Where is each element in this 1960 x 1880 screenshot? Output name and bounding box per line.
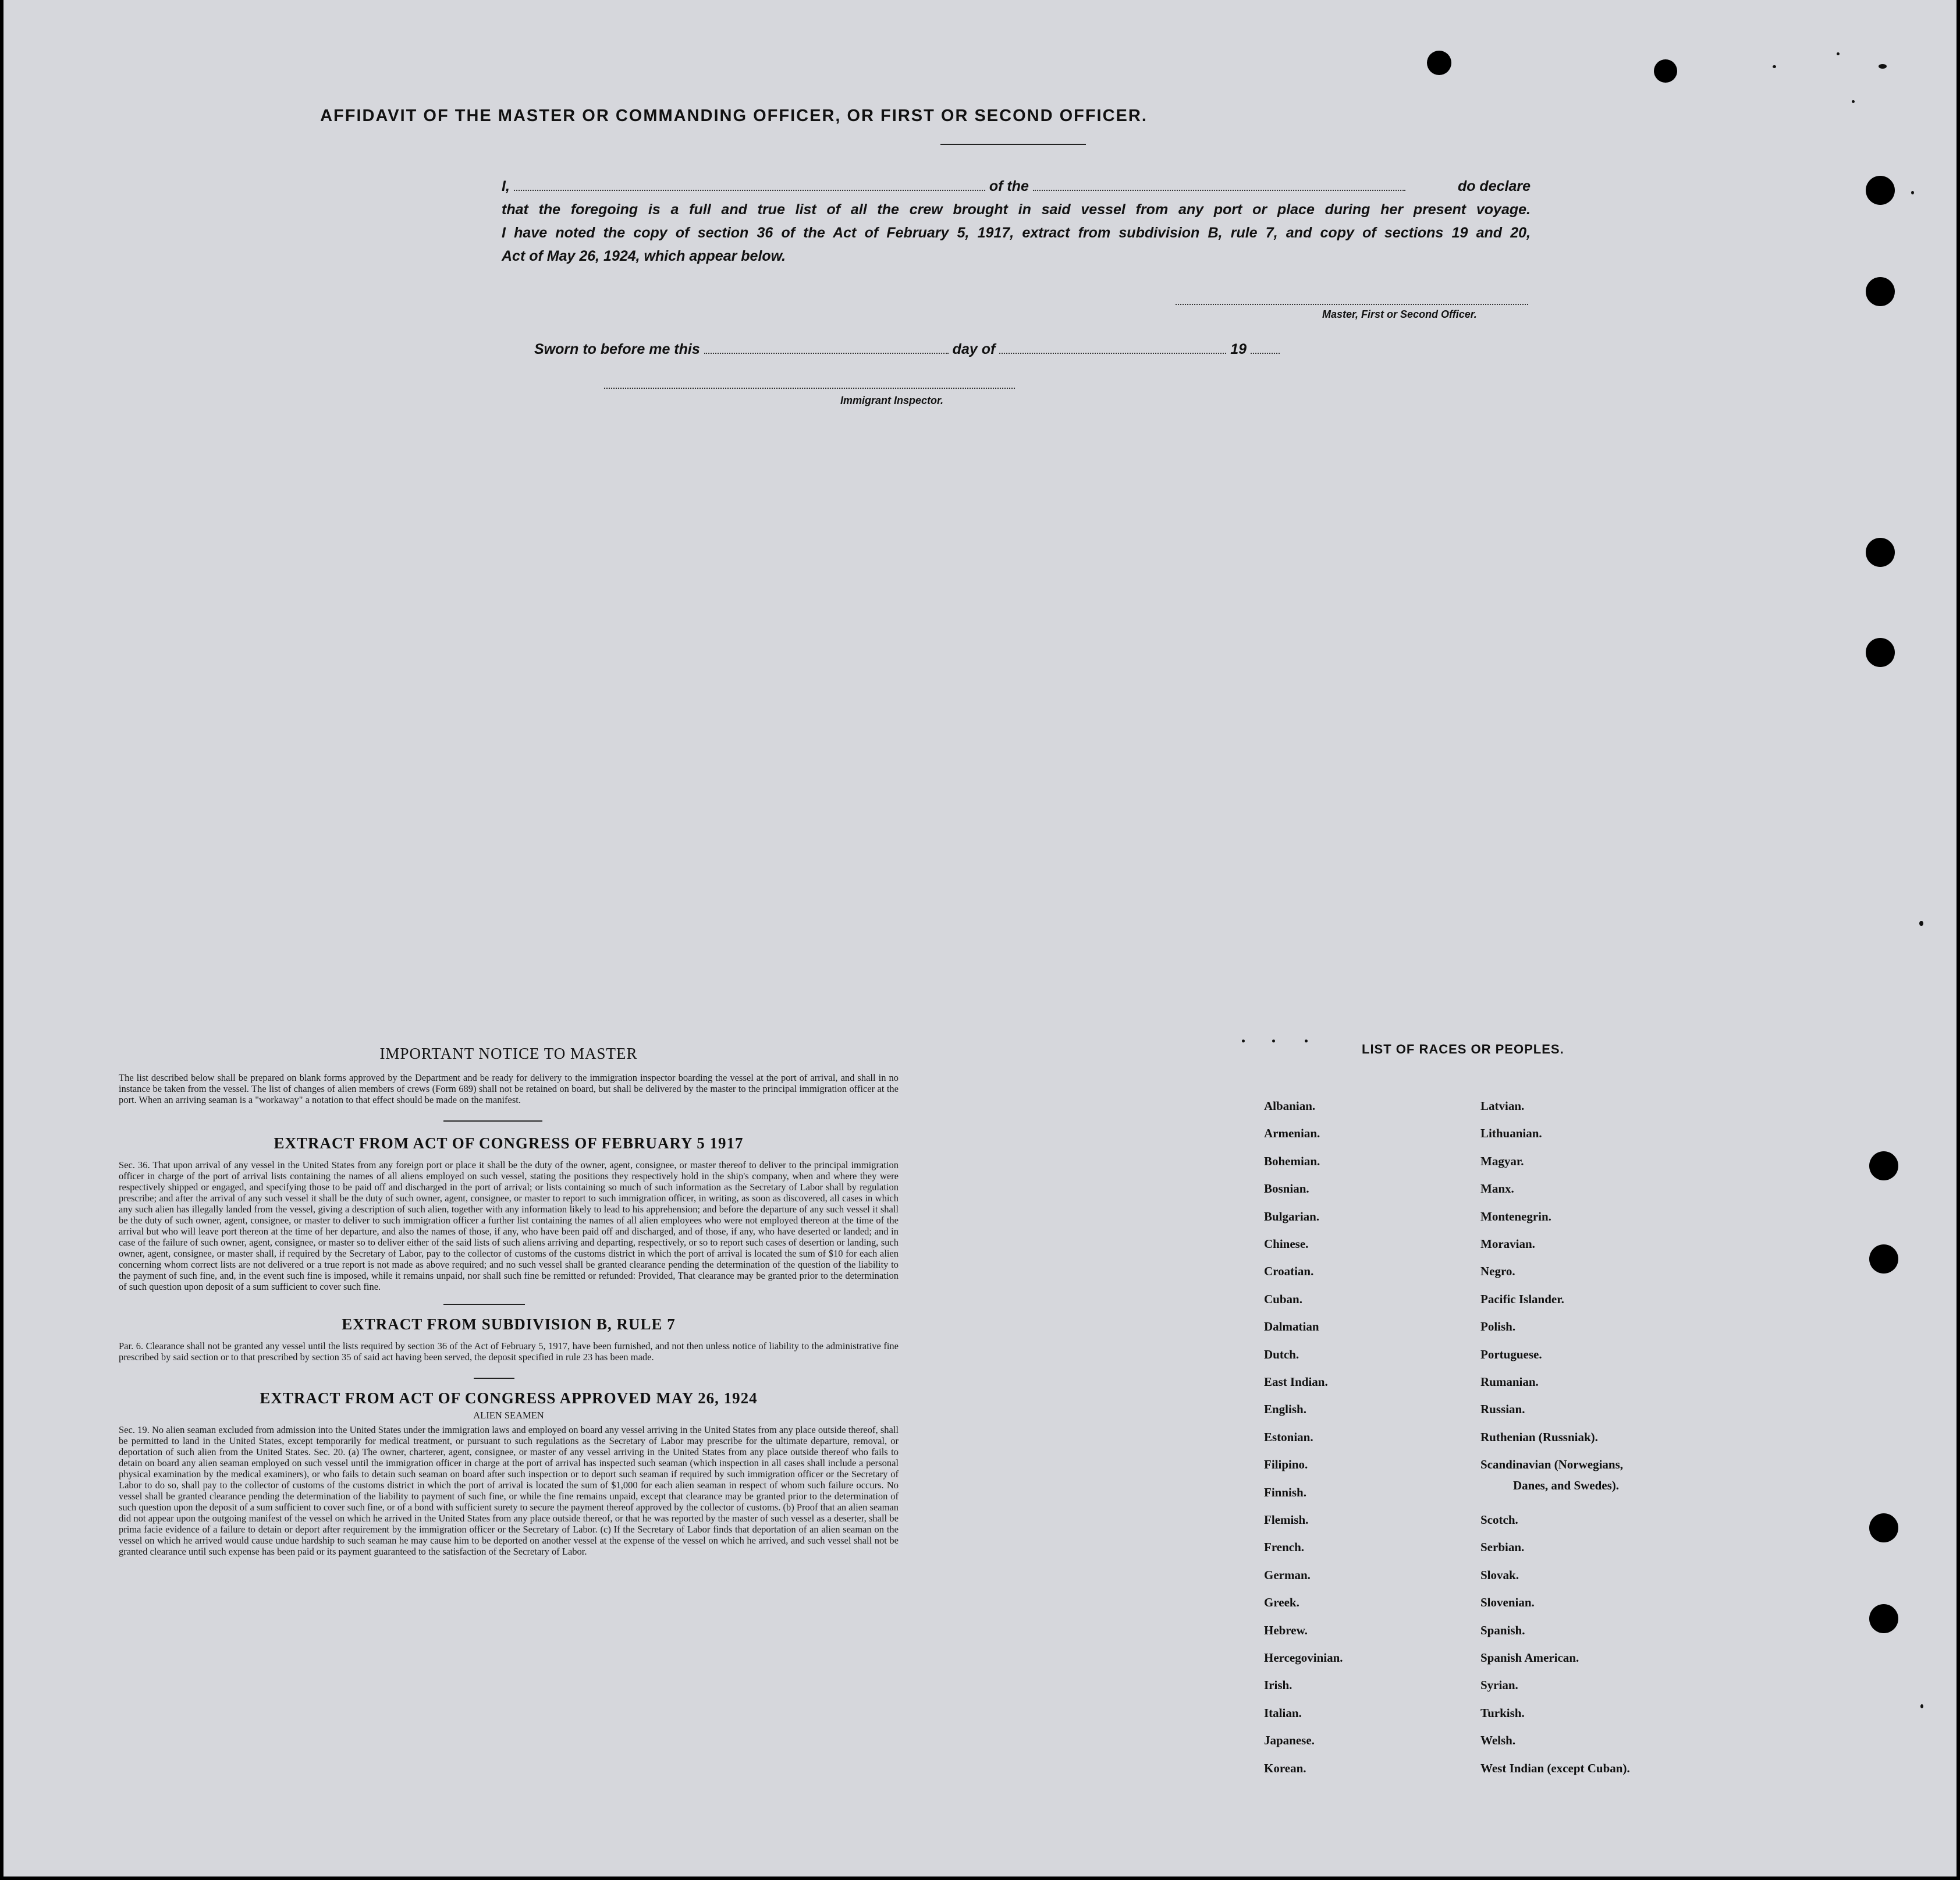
speck	[1837, 52, 1840, 55]
race-item-left: French.	[1264, 1540, 1305, 1555]
speck	[1852, 100, 1855, 103]
extract2-title: EXTRACT FROM SUBDIVISION B, RULE 7	[342, 1315, 676, 1333]
race-item-left: Italian.	[1264, 1705, 1302, 1720]
do-declare-label: do declare	[1457, 178, 1531, 194]
punch-hole-3	[1866, 176, 1895, 205]
race-item-right: Spanish.	[1480, 1623, 1525, 1637]
sworn-line	[534, 338, 1349, 361]
speck	[1305, 1040, 1308, 1042]
year-label: 19	[1230, 341, 1247, 357]
race-item-right: Negro.	[1480, 1264, 1515, 1279]
race-item-right: Latvian.	[1480, 1099, 1525, 1113]
race-item-right: Welsh.	[1480, 1733, 1516, 1748]
extract3-subtitle: ALIEN SEAMEN	[473, 1410, 544, 1421]
rule-3	[474, 1378, 514, 1379]
speck	[1242, 1040, 1245, 1042]
declaration-line-1	[502, 175, 1531, 198]
race-item-left: Filipino.	[1264, 1457, 1308, 1472]
extract1-body: Sec. 36. That upon arrival of any vessel in the United States from any foreign port or place it shall be the duty of the owner, agent, consignee, or master thereof to deliver to the principal immigration officer in charge of the port of arrival lists containing the names of all aliens employed on such vessel, stating the positions they respectively hold in the ship's company, when and where they were respectively shipped or engaged, and specifying those to be paid off and discharged in the port of arrival; or lists containing so much of such information as the Secretary of Labor shall by regulation prescribe; and after the arrival of any such vessel it shall be the duty of such owner, agent, consignee, or master to report to such immigration officer, in writing, as soon as discovered, all cases in which any such alien has illegally landed from the vessel, giving a description of such alien, together with any information likely to lead to his apprehension; and before the departure of any such vessel it shall be the duty of such owner, agent, consignee, or master to deliver to such immigration officer a further list containing the names of all alien employees who were not employed thereon at the time of the arrival but who will leave port thereon at the time of her departure, and also the names of those, if any, who have been paid off and discharged, and of those, if any, who have deserted or landed; and in case of the failure of such owner, agent, consignee, or master so to deliver either of the said lists of such aliens arriving and departing, respectively, or so to report such cases of desertion or landing, such owner, agent, consignee, or master shall, if required by the Secretary of Labor, pay to the collector of customs of the customs district in which the port of arrival is located the sum of $10 for each alien concerning whom correct lists are not delivered or a true report is not made as above required; and no such vessel shall be granted clearance pending the determination of the question of the liability to the payment of such fine, and, in the event such fine is imposed, while it remains unpaid, nor shall such fine be remitted or refunded: Provided, That clearance may be granted prior to the determination of such question upon deposit of a sum sufficient to cover such fine.	[119, 1159, 899, 1292]
race-item-left: Dutch.	[1264, 1347, 1299, 1361]
declaration-block	[502, 175, 1531, 268]
race-item-left: Korean.	[1264, 1761, 1306, 1775]
race-item-right: Ruthenian (Russniak).	[1480, 1429, 1598, 1444]
punch-hole-8	[1869, 1244, 1898, 1274]
inspector-signature-line[interactable]	[604, 388, 1015, 389]
i-label: I,	[502, 178, 510, 194]
race-item-left: Cuban.	[1264, 1292, 1302, 1306]
race-item-right: West Indian (except Cuban).	[1480, 1761, 1630, 1775]
inspector-signature-label: Immigrant Inspector.	[840, 395, 944, 406]
punch-hole-10	[1869, 1604, 1898, 1633]
punch-hole-1	[1427, 51, 1451, 75]
race-item-left: Estonian.	[1264, 1429, 1313, 1444]
race-item-left: Bosnian.	[1264, 1182, 1309, 1196]
race-item-left: Bulgarian.	[1264, 1209, 1320, 1223]
race-item-left: Dalmatian	[1264, 1319, 1319, 1334]
speck	[1920, 1704, 1923, 1708]
race-item-left: East Indian.	[1264, 1375, 1328, 1389]
sworn-label: Sworn to before me this	[534, 341, 700, 357]
sworn-year-field[interactable]	[1251, 342, 1280, 354]
extract3-body: Sec. 19. No alien seaman excluded from admission into the United States under the immigration laws and employed on board any vessel arriving in the United States from any place outside thereof, shall be permitted to land in the United States, except temporarily for medical treatment, or pursuant to such regulations as the Secretary of Labor may prescribe for the ultimate departure, removal, or deportation of such alien from the United States. Sec. 20. (a) The owner, charterer, agent, consignee, or master of any vessel arriving in the United States from any place outside thereof who fails to detain on board any alien seaman employed on such vessel until the immigration officer in charge at the port of arrival has inspected such seaman (which inspection in all cases shall include a personal physical examination by the medical examiners), or who fails to detain such seaman on board after such inspection or to deport such seaman if required by such immigration officer or the Secretary of Labor to do so, shall pay to the collector of customs of the customs district in which the port of arrival is located the sum of $1,000 for each alien seaman in respect of whom such failure occurs. No vessel shall be granted clearance pending the determination of the liability to payment of such fine, or while the fine remains unpaid, except that clearance may be granted prior to the determination of such question upon the deposit of a sum sufficient to cover such fine, or of a bond with sufficient surety to secure the payment thereof approved by the collector of customs. (b) Proof that an alien seaman did not appear upon the outgoing manifest of the vessel on which he arrived in the United States from any place outside thereof, or that he was reported by the master of such vessel as a deserter, shall be prima facie evidence of a failure to detain or deport after requirement by the immigration officer or the Secretary of Labor. (c) If the Secretary of Labor finds that deportation of an alien seaman on the vessel on which he arrived would cause undue hardship to such seaman he may cause him to be deported on another vessel at the expense of the vessel on which he arrived, and such vessel shall not be granted clearance until such expense has been paid or its payment guaranteed to the satisfaction of the Secretary of Labor.	[119, 1424, 899, 1557]
races-title: LIST OF RACES OR PEOPLES.	[1362, 1042, 1564, 1056]
punch-hole-5	[1866, 538, 1895, 567]
punch-hole-9	[1869, 1513, 1898, 1542]
race-item-right: Russian.	[1480, 1402, 1525, 1417]
race-item-left: Greek.	[1264, 1595, 1299, 1610]
race-item-right: Slovak.	[1480, 1567, 1519, 1582]
extract3-title: EXTRACT FROM ACT OF CONGRESS APPROVED MAY 26, 1924	[260, 1389, 758, 1407]
punch-hole-6	[1866, 638, 1895, 667]
of-the-label: of the	[989, 178, 1029, 194]
race-item-right: Magyar.	[1480, 1154, 1524, 1168]
race-item-right: Pacific Islander.	[1480, 1292, 1564, 1306]
rule-1	[443, 1120, 542, 1122]
speck	[1773, 65, 1776, 68]
race-item-left: German.	[1264, 1567, 1311, 1582]
race-item-right: Moravian.	[1480, 1237, 1535, 1251]
sworn-day-field[interactable]	[704, 342, 949, 354]
declaration-line-3: I have noted the copy of section 36 of the Act of February 5, 1917, extract from subdivision B, rule 7, and copy of sections 19 and 20,	[502, 225, 1531, 241]
race-item-left: Bohemian.	[1264, 1154, 1320, 1168]
punch-hole-7	[1869, 1151, 1898, 1180]
rule-2	[443, 1304, 525, 1305]
speck	[1911, 191, 1914, 194]
race-item-left: Irish.	[1264, 1678, 1293, 1693]
race-item-right: Scotch.	[1480, 1513, 1518, 1527]
master-signature-line[interactable]	[1176, 304, 1528, 305]
race-item-left: Finnish.	[1264, 1485, 1306, 1499]
race-item-right: Manx.	[1480, 1182, 1514, 1196]
day-of-label: day of	[952, 341, 996, 357]
race-item-right: Montenegrin.	[1480, 1209, 1551, 1223]
form-page	[3, 0, 1957, 1877]
affidavit-title: AFFIDAVIT OF THE MASTER OR COMMANDING OFFICER, OR FIRST OR SECOND OFFICER.	[320, 107, 1148, 125]
sworn-month-field[interactable]	[999, 342, 1226, 354]
declaration-line-4: Act of May 26, 1924, which appear below.	[502, 248, 786, 264]
race-item-continuation: Danes, and Swedes).	[1513, 1478, 1620, 1492]
race-item-left: Albanian.	[1264, 1099, 1316, 1113]
race-item-right: Turkish.	[1480, 1705, 1525, 1720]
speck	[1879, 64, 1887, 69]
race-item-right: Spanish American.	[1480, 1651, 1579, 1665]
punch-hole-4	[1866, 277, 1895, 306]
race-item-left: English.	[1264, 1402, 1306, 1417]
declaration-line-2: that the foregoing is a full and true list of all the crew brought in said vessel from any port or place during her present voyage.	[502, 201, 1531, 218]
notice-title: IMPORTANT NOTICE TO MASTER	[379, 1045, 638, 1062]
race-item-left: Hebrew.	[1264, 1623, 1308, 1637]
race-item-left: Armenian.	[1264, 1126, 1320, 1141]
title-rule	[940, 144, 1086, 145]
race-item-right: Scandinavian (Norwegians,	[1480, 1457, 1624, 1472]
race-item-right: Polish.	[1480, 1319, 1516, 1334]
legal-text-column	[119, 1045, 899, 1557]
race-item-left: Japanese.	[1264, 1733, 1315, 1748]
race-item-left: Hercegovinian.	[1264, 1651, 1343, 1665]
extract1-title: EXTRACT FROM ACT OF CONGRESS OF FEBRUARY 5 1917	[274, 1134, 744, 1152]
race-item-right: Syrian.	[1480, 1678, 1518, 1693]
punch-hole-2	[1654, 59, 1677, 83]
notice-body: The list described below shall be prepared on blank forms approved by the Department and be ready for delivery to the immigration inspector boarding the vessel at the port of arrival, and shall in no instance be taken from the vessel. The list of changes of alien members of crews (Form 689) shall not be retained on board, but shall be delivered by the master to the principal immigration officer at the port. When an arriving seaman is a "workaway" a notation to that effect should be made on the manifest.	[119, 1072, 899, 1105]
name-field[interactable]	[514, 179, 985, 191]
speck	[1919, 921, 1923, 926]
race-item-right: Lithuanian.	[1480, 1126, 1542, 1141]
speck	[1272, 1040, 1275, 1042]
master-signature-label: Master, First or Second Officer.	[1322, 308, 1477, 320]
race-item-right: Slovenian.	[1480, 1595, 1535, 1610]
extract2-body: Par. 6. Clearance shall not be granted any vessel until the lists required by section 36 of the Act of February 5, 1917, have been furnished, and not then unless notice of liability to the administrative fine prescribed by said section or to that prescribed by section 35 of said act having been served, the deposit specified in rule 23 has been made.	[119, 1340, 899, 1363]
race-item-right: Rumanian.	[1480, 1375, 1539, 1389]
race-item-right: Portuguese.	[1480, 1347, 1542, 1361]
race-item-left: Croatian.	[1264, 1264, 1314, 1279]
race-item-left: Flemish.	[1264, 1513, 1309, 1527]
vessel-field[interactable]	[1033, 179, 1405, 191]
race-item-left: Chinese.	[1264, 1237, 1309, 1251]
race-item-right: Serbian.	[1480, 1540, 1525, 1555]
